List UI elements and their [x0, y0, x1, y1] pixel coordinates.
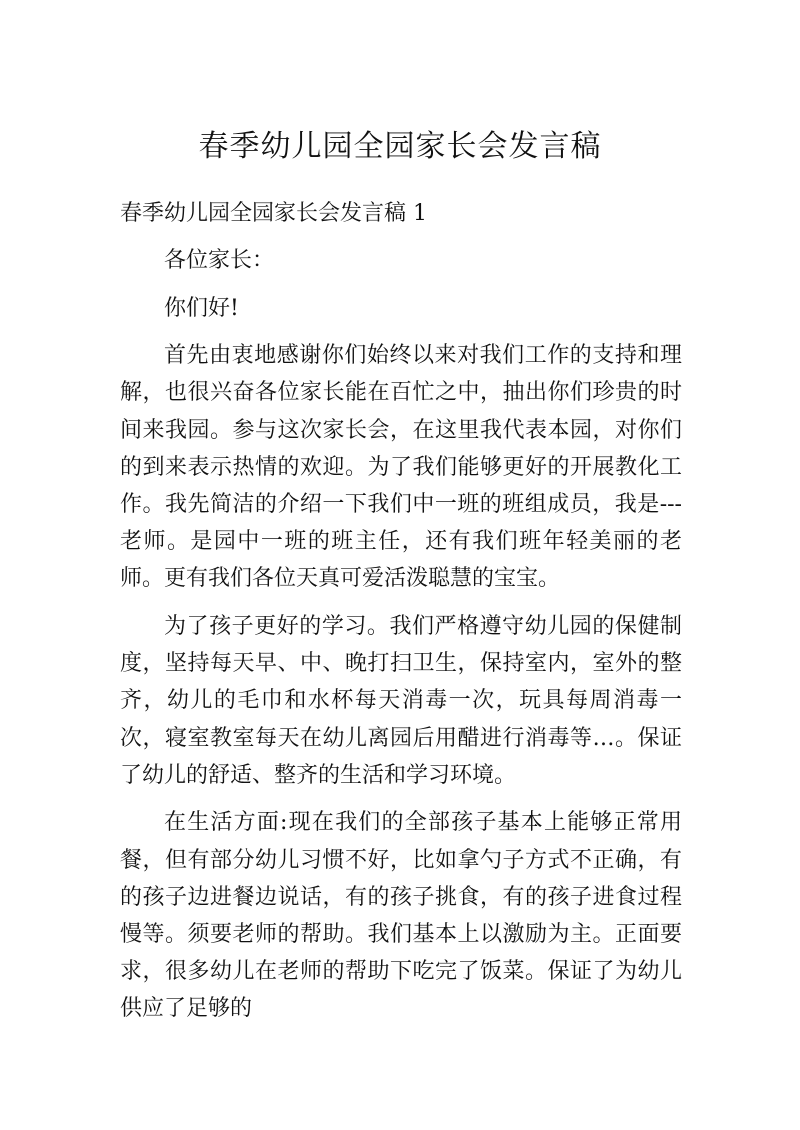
- paragraph-introduction: 首先由衷地感谢你们始终以来对我们工作的支持和理解，也很兴奋各位家长能在百忙之中，抽出你们珍贵的时间来我园。参与这次家长会，在这里我代表本园，对你们的到来表示热情的欢迎。为了我们能够更好的开展教化工作。我先简洁的介绍一下我们中一班的班组成员，我是---老师。是园中一班的班主任，还有我们班年轻美丽的老师。更有我们各位天真可爱活泼聪慧的宝宝。: [120, 343, 682, 592]
- greeting: 你们好!: [164, 295, 239, 321]
- document-title: 春季幼儿园全园家长会发言稿: [198, 129, 602, 164]
- section-heading: 春季幼儿园全园家长会发言稿 1: [120, 201, 427, 226]
- salutation: 各位家长：: [164, 248, 275, 273]
- paragraph-daily-life: 在生活方面:现在我们的全部孩子基本上能够正常用餐，但有部分幼儿习惯不好，比如拿勺子方式不正确，有的孩子边进餐边说话，有的孩子挑食，有的孩子进食过程慢等。须要老师的帮助。我们基本上以激励为主。正面要求，很多幼儿在老师的帮助下吃完了饭菜。保证了为幼儿供应了足够的: [120, 810, 682, 1022]
- paragraph-hygiene: 为了孩子更好的学习。我们严格遵守幼儿园的保健制度，坚持每天早、中、晚打扫卫生，保持室内，室外的整齐，幼儿的毛巾和水杯每天消毒一次，玩具每周消毒一次，寝室教室每天在幼儿离园后用醋进行消毒等…。保证了幼儿的舒适、整齐的生活和学习环境。: [120, 614, 682, 788]
- document-body: [120, 196, 682, 1038]
